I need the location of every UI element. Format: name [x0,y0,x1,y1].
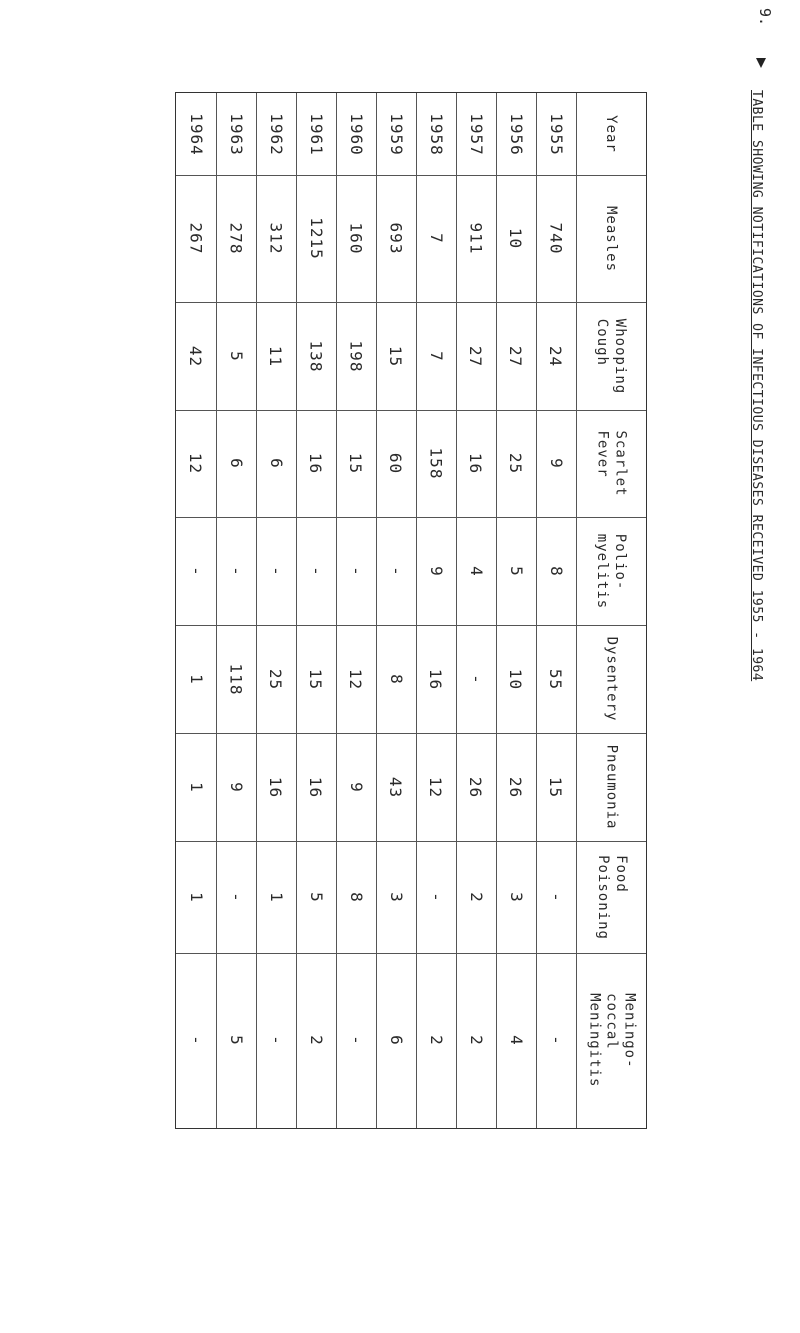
cell-value: - [346,1035,366,1046]
cell-value: 9 [226,781,246,793]
cell-value: 11 [266,345,286,367]
table-cell [176,841,216,953]
cell-value: 12 [186,452,206,475]
cell-value: 5 [506,565,526,577]
table-cell [296,733,336,841]
table-cell [456,953,496,1128]
cell-value: 911 [466,222,486,255]
table-cell [376,953,416,1128]
table-cell [496,175,536,302]
table-cell [416,410,456,517]
cell-value: 118 [226,663,246,695]
table-cell [216,625,256,733]
cell-value: 25 [506,452,526,475]
table-cell [216,302,256,410]
table-cell [536,302,576,410]
table-cell [216,517,256,625]
cell-value: 3 [506,891,526,903]
cell-value: 312 [266,222,286,255]
page-number: 9. [756,7,775,27]
column-header-label: Scarlet Fever [594,430,629,497]
cell-value: 1955 [546,112,566,156]
column-header-label: Polio- myelitis [595,533,629,609]
notifications-table [175,92,647,1129]
column-header-label: Meningo- coccal Meningitis [586,993,638,1088]
table-cell [536,841,576,953]
table-cell [256,302,296,410]
cell-value: 1957 [466,112,486,156]
table-cell [456,302,496,410]
column-header [576,517,646,625]
table-cell [176,302,216,410]
table-cell [256,733,296,841]
cell-value: 7 [426,233,446,244]
table-cell [536,517,576,625]
corner-mark [756,58,766,68]
cell-value: 26 [466,776,486,798]
cell-value: 5 [226,350,246,362]
table-cell [456,175,496,302]
cell-value: 1960 [346,112,366,156]
table-cell [176,733,216,841]
table-title-container [740,90,770,760]
cell-value: 2 [466,1035,486,1046]
cell-value: 16 [426,668,446,690]
table-cell [376,625,416,733]
table-cell [216,841,256,953]
cell-value: 16 [306,452,326,475]
table-cell [496,302,536,410]
column-header-label: Whooping Cough [595,318,629,394]
table-cell [216,175,256,302]
table-cell [456,517,496,625]
cell-value: 2 [426,1035,446,1046]
cell-value: 138 [306,340,326,372]
cell-value: 6 [266,458,286,469]
cell-value: 160 [346,222,366,255]
cell-value: 278 [226,222,246,255]
table-cell [176,175,216,302]
table-cell [256,410,296,517]
cell-value: 8 [386,673,406,685]
cell-value: 5 [306,891,326,903]
table-cell [176,517,216,625]
table-cell [336,175,376,302]
cell-value: 1962 [266,112,286,156]
cell-value: 12 [426,776,446,798]
year-cell [376,93,416,175]
column-header [576,175,646,302]
table-cell [456,625,496,733]
table-cell [336,953,376,1128]
column-header [576,625,646,733]
table-cell [176,953,216,1128]
cell-value: 42 [186,345,206,367]
year-cell [216,93,256,175]
cell-value: 16 [266,776,286,798]
column-header [576,93,646,175]
cell-value: 1958 [426,112,446,156]
cell-value: 4 [466,565,486,577]
cell-value: 60 [386,452,406,475]
table-cell [536,410,576,517]
table-cell [416,175,456,302]
table-cell [416,625,456,733]
year-cell [296,93,336,175]
column-header-label: Year [603,115,619,153]
table-cell [416,517,456,625]
table-cell [416,953,456,1128]
year-cell [176,93,216,175]
column-header [576,841,646,953]
cell-value: 6 [386,1035,406,1046]
column-header-label: Measles [602,205,619,272]
table-cell [376,410,416,517]
table-cell [456,733,496,841]
table-cell [296,625,336,733]
year-cell [336,93,376,175]
table-cell [296,302,336,410]
table-cell [496,841,536,953]
cell-value: 3 [386,891,406,903]
cell-value: 1 [266,891,286,903]
year-cell [496,93,536,175]
table-cell [216,953,256,1128]
table-cell [496,410,536,517]
cell-value: 26 [506,776,526,798]
cell-value: 2 [466,891,486,903]
cell-value: - [186,1035,206,1046]
table-cell [336,302,376,410]
table-cell [496,733,536,841]
cell-value: 8 [346,891,366,903]
cell-value: 1964 [186,112,206,156]
year-cell [416,93,456,175]
cell-value: 15 [546,776,566,798]
cell-value: 9 [546,458,566,469]
cell-value: - [546,891,566,903]
cell-value: 10 [506,668,526,690]
table-title: TABLE SHOWING NOTIFICATIONS OF INFECTIOUS DISEASES RECEIVED 1955 - 1964 [749,90,764,682]
cell-value: 4 [506,1035,526,1046]
table-cell [496,625,536,733]
table-cell [296,175,336,302]
cell-value: - [186,565,206,577]
table-cell [256,517,296,625]
column-header-label: Dysentery [603,636,620,722]
cell-value: 198 [346,340,366,372]
table-cell [376,175,416,302]
cell-value: 1 [186,673,206,685]
cell-value: 15 [306,668,326,690]
cell-value: - [386,565,406,577]
column-header-label: Food Poisoning [595,854,629,940]
cell-value: 9 [346,781,366,793]
column-header [576,302,646,410]
cell-value: 25 [266,668,286,690]
cell-value: - [426,891,446,903]
table-cell [336,733,376,841]
table-cell [496,517,536,625]
column-header [576,953,646,1128]
cell-value: - [266,565,286,577]
cell-value: 24 [546,345,566,367]
table-cell [256,625,296,733]
cell-value: 1215 [306,217,326,260]
table-cell [416,841,456,953]
year-cell [256,93,296,175]
cell-value: - [466,673,486,685]
table-cell [536,953,576,1128]
cell-value: 15 [386,345,406,367]
table-cell [296,953,336,1128]
cell-value: 9 [426,565,446,577]
cell-value: 6 [226,458,246,469]
table-cell [216,410,256,517]
cell-value: - [546,1035,566,1046]
table-cell [336,625,376,733]
cell-value: 5 [226,1035,246,1046]
cell-value: 27 [466,345,486,367]
table-cell [216,733,256,841]
cell-value: 1959 [386,112,406,156]
cell-value: 740 [546,222,566,255]
cell-value: 1961 [306,112,326,156]
table-cell [456,410,496,517]
cell-value: 2 [306,1035,326,1046]
year-cell [456,93,496,175]
cell-value: 16 [466,452,486,475]
column-header [576,733,646,841]
cell-value: - [346,565,366,577]
table-cell [296,517,336,625]
table-cell [336,410,376,517]
cell-value: 8 [546,565,566,577]
table-cell [416,733,456,841]
table-cell [376,841,416,953]
table-cell [376,517,416,625]
table-cell [176,410,216,517]
table-cell [256,841,296,953]
cell-value: 158 [426,447,446,480]
cell-value: - [306,565,326,577]
cell-value: 12 [346,668,366,690]
column-header [576,410,646,517]
cell-value: 1963 [226,112,246,156]
cell-value: - [266,1035,286,1046]
table-cell [176,625,216,733]
table-cell [336,841,376,953]
cell-value: 27 [506,345,526,367]
cell-value: 15 [346,452,366,475]
year-cell [536,93,576,175]
table-cell [376,733,416,841]
table-cell [496,953,536,1128]
cell-value: 1 [186,891,206,903]
cell-value: 55 [546,668,566,690]
cell-value: 267 [186,222,206,255]
table-cell [256,175,296,302]
table-cell [296,410,336,517]
cell-value: 16 [306,776,326,798]
column-header-label: Pneumonia [603,744,620,830]
table-cell [296,841,336,953]
cell-value: 1956 [506,112,526,156]
cell-value: 43 [386,776,406,798]
cell-value: 693 [386,222,406,255]
cell-value: 10 [506,227,526,250]
cell-value: - [226,891,246,903]
table-cell [336,517,376,625]
table-cell [456,841,496,953]
cell-value: 1 [186,781,206,793]
table-cell [536,175,576,302]
table-cell [536,625,576,733]
table-cell [536,733,576,841]
cell-value: - [226,565,246,577]
table-cell [256,953,296,1128]
table-cell [416,302,456,410]
cell-value: 7 [426,350,446,362]
table-cell [376,302,416,410]
